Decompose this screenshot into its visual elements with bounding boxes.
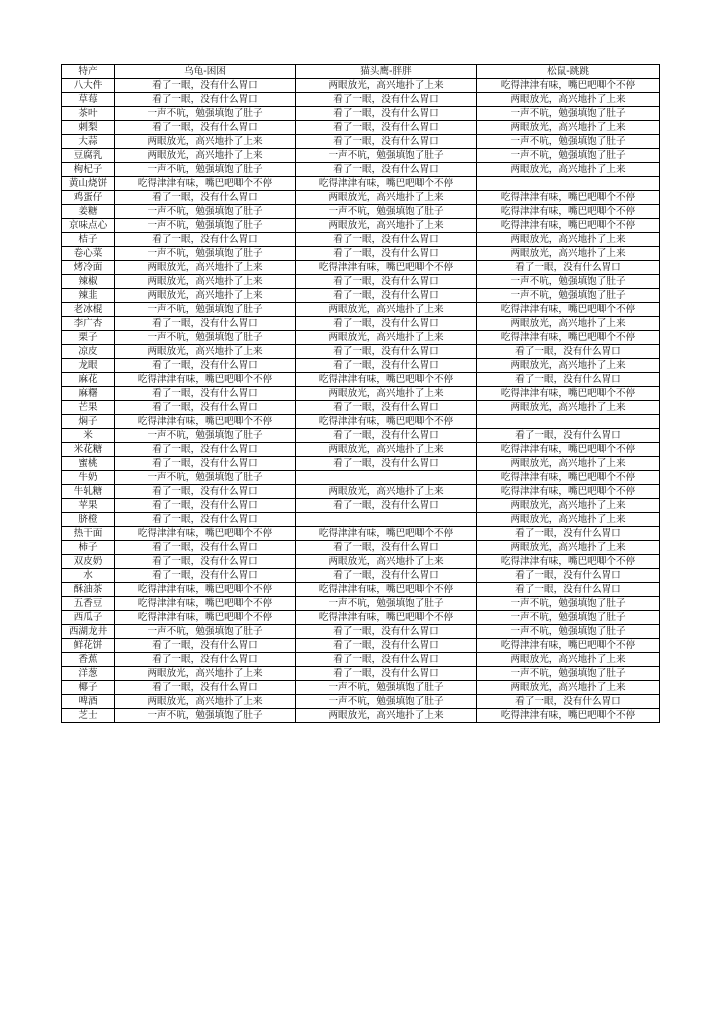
cell-squirrel: 吃得津津有味，嘴巴吧唧个不停 [477,219,660,233]
cell-specialty: 香蕉 [62,653,115,667]
table-row [62,625,660,639]
cell-specialty: 龙眼 [62,359,115,373]
cell-owl: 吃得津津有味，嘴巴吧唧个不停 [296,415,477,429]
table-row [62,317,660,331]
cell-specialty: 焖子 [62,415,115,429]
cell-squirrel: 看了一眼，没有什么胃口 [477,569,660,583]
cell-squirrel: 两眼放光，高兴地扑了上来 [477,401,660,415]
cell-squirrel: 两眼放光，高兴地扑了上来 [477,681,660,695]
cell-turtle: 两眼放光，高兴地扑了上来 [115,135,296,149]
cell-specialty: 辣椒 [62,275,115,289]
cell-owl: 一声不吭，勉强填饱了肚子 [296,149,477,163]
cell-squirrel: 吃得津津有味，嘴巴吧唧个不停 [477,331,660,345]
cell-turtle: 看了一眼，没有什么胃口 [115,555,296,569]
table-row [62,177,660,191]
cell-owl: 一声不吭，勉强填饱了肚子 [296,205,477,219]
cell-turtle: 吃得津津有味，嘴巴吧唧个不停 [115,177,296,191]
cell-turtle: 看了一眼，没有什么胃口 [115,499,296,513]
cell-squirrel: 看了一眼，没有什么胃口 [477,429,660,443]
cell-owl: 看了一眼，没有什么胃口 [296,401,477,415]
cell-specialty: 柿子 [62,541,115,555]
cell-turtle: 两眼放光，高兴地扑了上来 [115,345,296,359]
cell-specialty: 卷心菜 [62,247,115,261]
cell-turtle: 一声不吭，勉强填饱了肚子 [115,429,296,443]
cell-squirrel: 两眼放光，高兴地扑了上来 [477,359,660,373]
table-row [62,191,660,205]
cell-turtle: 一声不吭，勉强填饱了肚子 [115,219,296,233]
table-row [62,205,660,219]
cell-owl: 看了一眼，没有什么胃口 [296,121,477,135]
cell-specialty: 苹果 [62,499,115,513]
cell-squirrel: 看了一眼，没有什么胃口 [477,583,660,597]
cell-squirrel: 吃得津津有味，嘴巴吧唧个不停 [477,485,660,499]
cell-turtle: 看了一眼，没有什么胃口 [115,569,296,583]
cell-owl: 一声不吭，勉强填饱了肚子 [296,681,477,695]
cell-specialty: 双皮奶 [62,555,115,569]
cell-turtle: 看了一眼，没有什么胃口 [115,443,296,457]
cell-turtle: 一声不吭，勉强填饱了肚子 [115,205,296,219]
cell-specialty: 麻花 [62,373,115,387]
table-row [62,513,660,527]
cell-owl: 两眼放光，高兴地扑了上来 [296,485,477,499]
cell-squirrel: 吃得津津有味，嘴巴吧唧个不停 [477,303,660,317]
cell-owl: 看了一眼，没有什么胃口 [296,317,477,331]
cell-owl: 两眼放光，高兴地扑了上来 [296,555,477,569]
table-row [62,121,660,135]
table-row [62,653,660,667]
cell-specialty: 洋葱 [62,667,115,681]
table-body [62,79,660,723]
cell-turtle: 吃得津津有味，嘴巴吧唧个不停 [115,597,296,611]
table-row [62,471,660,485]
header-owl: 猫头鹰-胖胖 [296,65,477,79]
cell-turtle: 看了一眼，没有什么胃口 [115,387,296,401]
cell-owl: 吃得津津有味，嘴巴吧唧个不停 [296,583,477,597]
cell-turtle: 看了一眼，没有什么胃口 [115,121,296,135]
cell-owl [296,513,477,527]
cell-specialty: 芒果 [62,401,115,415]
cell-specialty: 李广杏 [62,317,115,331]
cell-squirrel: 两眼放光，高兴地扑了上来 [477,93,660,107]
table-row [62,555,660,569]
cell-turtle: 两眼放光，高兴地扑了上来 [115,695,296,709]
cell-turtle: 吃得津津有味，嘴巴吧唧个不停 [115,611,296,625]
table-row [62,443,660,457]
cell-owl: 看了一眼，没有什么胃口 [296,653,477,667]
table-row [62,303,660,317]
cell-turtle: 一声不吭，勉强填饱了肚子 [115,107,296,121]
cell-specialty: 牛轧糖 [62,485,115,499]
table-row [62,611,660,625]
cell-turtle: 看了一眼，没有什么胃口 [115,681,296,695]
cell-specialty: 牛奶 [62,471,115,485]
cell-turtle: 看了一眼，没有什么胃口 [115,639,296,653]
cell-turtle: 两眼放光，高兴地扑了上来 [115,149,296,163]
table-row [62,415,660,429]
cell-owl: 看了一眼，没有什么胃口 [296,163,477,177]
cell-specialty: 西湖龙井 [62,625,115,639]
cell-squirrel: 看了一眼，没有什么胃口 [477,373,660,387]
cell-owl: 两眼放光，高兴地扑了上来 [296,709,477,723]
table-row [62,499,660,513]
cell-squirrel: 两眼放光，高兴地扑了上来 [477,317,660,331]
cell-turtle: 看了一眼，没有什么胃口 [115,401,296,415]
table-row [62,261,660,275]
cell-turtle: 看了一眼，没有什么胃口 [115,359,296,373]
cell-specialty: 椰子 [62,681,115,695]
cell-squirrel: 吃得津津有味，嘴巴吧唧个不停 [477,639,660,653]
cell-squirrel: 一声不吭，勉强填饱了肚子 [477,275,660,289]
cell-owl: 看了一眼，没有什么胃口 [296,667,477,681]
cell-turtle: 看了一眼，没有什么胃口 [115,79,296,93]
cell-squirrel: 两眼放光，高兴地扑了上来 [477,541,660,555]
cell-specialty: 热干面 [62,527,115,541]
table-row [62,597,660,611]
cell-owl: 两眼放光，高兴地扑了上来 [296,387,477,401]
cell-owl: 看了一眼，没有什么胃口 [296,135,477,149]
table-row [62,331,660,345]
cell-turtle: 看了一眼，没有什么胃口 [115,93,296,107]
cell-specialty: 黄山烧饼 [62,177,115,191]
cell-squirrel: 看了一眼，没有什么胃口 [477,527,660,541]
table-row [62,93,660,107]
cell-specialty: 酥油茶 [62,583,115,597]
cell-owl: 吃得津津有味，嘴巴吧唧个不停 [296,177,477,191]
cell-specialty: 鲜花饼 [62,639,115,653]
cell-specialty: 芝士 [62,709,115,723]
cell-owl: 吃得津津有味，嘴巴吧唧个不停 [296,373,477,387]
cell-squirrel: 吃得津津有味，嘴巴吧唧个不停 [477,191,660,205]
specialty-reaction-table [61,64,660,723]
cell-squirrel: 两眼放光，高兴地扑了上来 [477,499,660,513]
cell-owl: 看了一眼，没有什么胃口 [296,639,477,653]
cell-squirrel: 一声不吭，勉强填饱了肚子 [477,289,660,303]
cell-squirrel: 两眼放光，高兴地扑了上来 [477,513,660,527]
cell-squirrel: 两眼放光，高兴地扑了上来 [477,121,660,135]
cell-owl: 看了一眼，没有什么胃口 [296,93,477,107]
cell-turtle: 两眼放光，高兴地扑了上来 [115,275,296,289]
cell-owl: 看了一眼，没有什么胃口 [296,541,477,555]
cell-owl: 一声不吭，勉强填饱了肚子 [296,597,477,611]
cell-turtle: 吃得津津有味，嘴巴吧唧个不停 [115,373,296,387]
cell-turtle: 一声不吭，勉强填饱了肚子 [115,303,296,317]
spreadsheet-page [61,64,660,723]
cell-owl: 两眼放光，高兴地扑了上来 [296,219,477,233]
cell-turtle: 一声不吭，勉强填饱了肚子 [115,471,296,485]
table-row [62,149,660,163]
table-row [62,709,660,723]
cell-squirrel: 看了一眼，没有什么胃口 [477,695,660,709]
cell-specialty: 凉皮 [62,345,115,359]
table-row [62,667,660,681]
cell-turtle: 看了一眼，没有什么胃口 [115,317,296,331]
cell-turtle: 吃得津津有味，嘴巴吧唧个不停 [115,527,296,541]
cell-owl: 吃得津津有味，嘴巴吧唧个不停 [296,611,477,625]
table-row [62,107,660,121]
cell-specialty: 茶叶 [62,107,115,121]
cell-specialty: 西瓜子 [62,611,115,625]
table-row [62,583,660,597]
cell-specialty: 米花糖 [62,443,115,457]
cell-owl: 看了一眼，没有什么胃口 [296,233,477,247]
cell-turtle: 两眼放光，高兴地扑了上来 [115,261,296,275]
table-row [62,401,660,415]
cell-squirrel: 吃得津津有味，嘴巴吧唧个不停 [477,205,660,219]
cell-owl [296,471,477,485]
cell-owl: 看了一眼，没有什么胃口 [296,289,477,303]
table-row [62,233,660,247]
table-row [62,373,660,387]
cell-turtle: 看了一眼，没有什么胃口 [115,457,296,471]
cell-specialty: 辣韭 [62,289,115,303]
cell-squirrel [477,177,660,191]
cell-owl: 看了一眼，没有什么胃口 [296,345,477,359]
cell-owl: 吃得津津有味，嘴巴吧唧个不停 [296,261,477,275]
cell-owl: 两眼放光，高兴地扑了上来 [296,443,477,457]
table-row [62,247,660,261]
table-row [62,135,660,149]
cell-specialty: 大蒜 [62,135,115,149]
cell-specialty: 枸杞子 [62,163,115,177]
cell-squirrel: 一声不吭，勉强填饱了肚子 [477,149,660,163]
cell-specialty: 脐橙 [62,513,115,527]
table-row [62,695,660,709]
header-specialty: 特产 [62,65,115,79]
cell-squirrel: 一声不吭，勉强填饱了肚子 [477,107,660,121]
table-row [62,639,660,653]
cell-specialty: 豆腐乳 [62,149,115,163]
cell-specialty: 草莓 [62,93,115,107]
cell-squirrel [477,415,660,429]
cell-squirrel: 两眼放光，高兴地扑了上来 [477,653,660,667]
cell-turtle: 两眼放光，高兴地扑了上来 [115,289,296,303]
table-row [62,527,660,541]
cell-turtle: 看了一眼，没有什么胃口 [115,653,296,667]
cell-squirrel: 两眼放光，高兴地扑了上来 [477,457,660,471]
cell-specialty: 五香豆 [62,597,115,611]
cell-specialty: 蜜桃 [62,457,115,471]
cell-squirrel: 吃得津津有味，嘴巴吧唧个不停 [477,443,660,457]
table-row [62,345,660,359]
cell-owl: 两眼放光，高兴地扑了上来 [296,79,477,93]
cell-squirrel: 吃得津津有味，嘴巴吧唧个不停 [477,471,660,485]
cell-owl: 两眼放光，高兴地扑了上来 [296,191,477,205]
cell-turtle: 一声不吭，勉强填饱了肚子 [115,709,296,723]
cell-owl: 看了一眼，没有什么胃口 [296,457,477,471]
table-row [62,541,660,555]
cell-specialty: 老冰棍 [62,303,115,317]
cell-specialty: 栗子 [62,331,115,345]
table-row [62,163,660,177]
cell-specialty: 八大件 [62,79,115,93]
table-row [62,457,660,471]
cell-turtle: 看了一眼，没有什么胃口 [115,541,296,555]
table-row [62,219,660,233]
cell-owl: 看了一眼，没有什么胃口 [296,625,477,639]
cell-specialty: 鸡蛋仔 [62,191,115,205]
cell-squirrel: 一声不吭，勉强填饱了肚子 [477,667,660,681]
cell-turtle: 看了一眼，没有什么胃口 [115,191,296,205]
cell-specialty: 姜糖 [62,205,115,219]
cell-squirrel: 两眼放光，高兴地扑了上来 [477,233,660,247]
cell-owl: 一声不吭，勉强填饱了肚子 [296,695,477,709]
cell-owl: 吃得津津有味，嘴巴吧唧个不停 [296,527,477,541]
table-row [62,289,660,303]
cell-squirrel: 看了一眼，没有什么胃口 [477,261,660,275]
cell-squirrel: 一声不吭，勉强填饱了肚子 [477,597,660,611]
cell-owl: 两眼放光，高兴地扑了上来 [296,303,477,317]
cell-owl: 看了一眼，没有什么胃口 [296,499,477,513]
cell-specialty: 米 [62,429,115,443]
cell-turtle: 看了一眼，没有什么胃口 [115,513,296,527]
cell-turtle: 看了一眼，没有什么胃口 [115,233,296,247]
table-row [62,359,660,373]
cell-specialty: 桔子 [62,233,115,247]
cell-specialty: 水 [62,569,115,583]
table-row [62,681,660,695]
header-row [62,65,660,79]
cell-specialty: 京味点心 [62,219,115,233]
cell-squirrel: 吃得津津有味，嘴巴吧唧个不停 [477,79,660,93]
table-row [62,429,660,443]
cell-specialty: 麻糬 [62,387,115,401]
table-row [62,275,660,289]
table-row [62,387,660,401]
cell-squirrel: 一声不吭，勉强填饱了肚子 [477,625,660,639]
table-row [62,569,660,583]
cell-squirrel: 看了一眼，没有什么胃口 [477,345,660,359]
cell-turtle: 一声不吭，勉强填饱了肚子 [115,625,296,639]
cell-squirrel: 一声不吭，勉强填饱了肚子 [477,611,660,625]
table-row [62,79,660,93]
cell-turtle: 吃得津津有味，嘴巴吧唧个不停 [115,583,296,597]
cell-squirrel: 吃得津津有味，嘴巴吧唧个不停 [477,387,660,401]
cell-turtle: 一声不吭，勉强填饱了肚子 [115,247,296,261]
header-turtle: 乌龟-困困 [115,65,296,79]
cell-owl: 看了一眼，没有什么胃口 [296,275,477,289]
cell-turtle: 看了一眼，没有什么胃口 [115,485,296,499]
cell-turtle: 一声不吭，勉强填饱了肚子 [115,331,296,345]
header-squirrel: 松鼠-跳跳 [477,65,660,79]
cell-owl: 看了一眼，没有什么胃口 [296,247,477,261]
cell-squirrel: 两眼放光，高兴地扑了上来 [477,163,660,177]
cell-owl: 看了一眼，没有什么胃口 [296,569,477,583]
table-row [62,485,660,499]
cell-owl: 看了一眼，没有什么胃口 [296,359,477,373]
cell-owl: 看了一眼，没有什么胃口 [296,107,477,121]
cell-owl: 两眼放光，高兴地扑了上来 [296,331,477,345]
cell-squirrel: 吃得津津有味，嘴巴吧唧个不停 [477,709,660,723]
cell-specialty: 啤酒 [62,695,115,709]
cell-squirrel: 一声不吭，勉强填饱了肚子 [477,135,660,149]
cell-turtle: 一声不吭，勉强填饱了肚子 [115,163,296,177]
cell-specialty: 刺梨 [62,121,115,135]
cell-squirrel: 吃得津津有味，嘴巴吧唧个不停 [477,555,660,569]
cell-turtle: 吃得津津有味，嘴巴吧唧个不停 [115,415,296,429]
cell-specialty: 烤冷面 [62,261,115,275]
cell-squirrel: 两眼放光，高兴地扑了上来 [477,247,660,261]
cell-turtle: 两眼放光，高兴地扑了上来 [115,667,296,681]
cell-owl: 看了一眼，没有什么胃口 [296,429,477,443]
